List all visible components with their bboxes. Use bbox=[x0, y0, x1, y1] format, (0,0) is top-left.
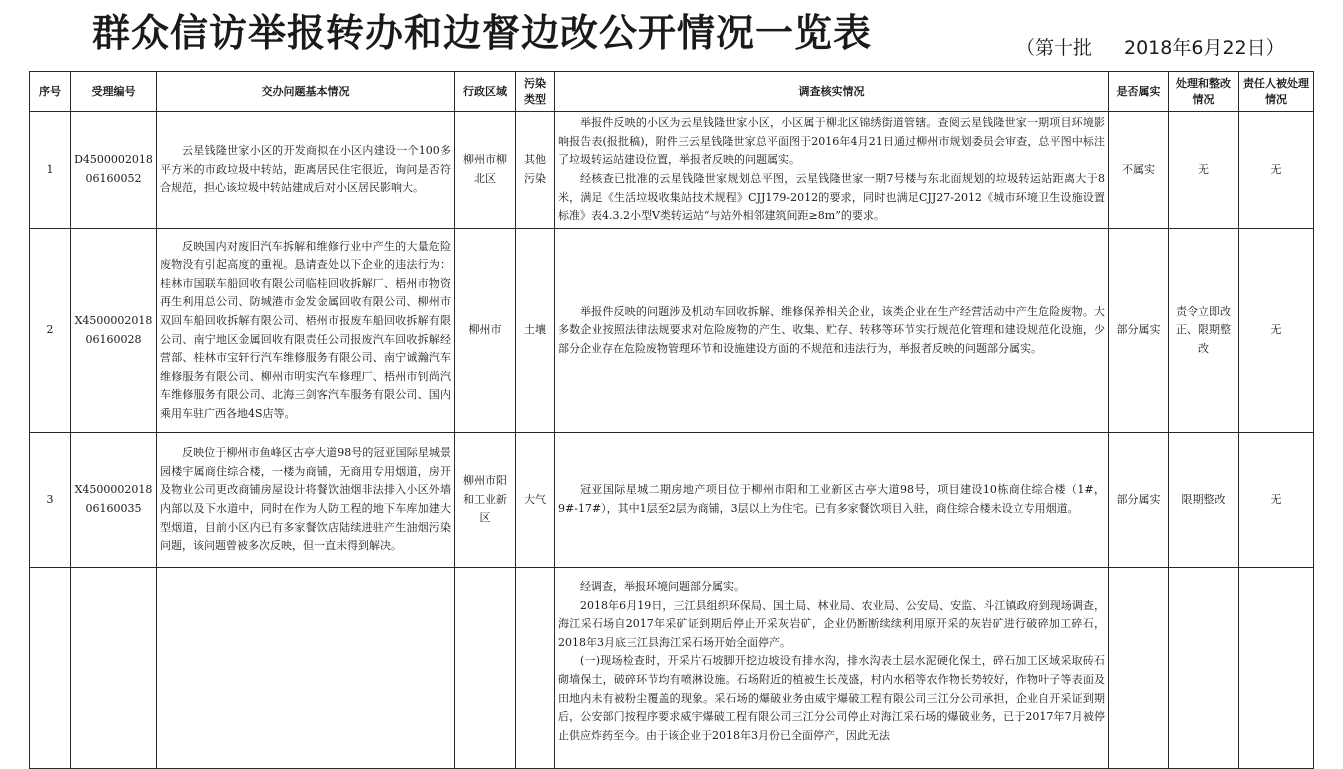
investigation-paragraph: 经调查，举报环境问题部分属实。 bbox=[580, 580, 745, 593]
cell-issue bbox=[157, 112, 455, 229]
col-header-issue: 交办问题基本情况 bbox=[157, 72, 455, 112]
cell-region: 柳州市 bbox=[455, 229, 516, 433]
cell-id: D450000201806160052 bbox=[71, 112, 157, 229]
cell-handling: 责令立即改正、限期整改 bbox=[1169, 229, 1239, 433]
date-label: 2018年6月22日） bbox=[1124, 37, 1285, 59]
cell-penalty bbox=[1239, 568, 1314, 769]
col-header-type: 污染类型 bbox=[516, 72, 555, 112]
cell-penalty: 无 bbox=[1239, 433, 1314, 568]
cell-region: 柳州市柳北区 bbox=[455, 112, 516, 229]
cell-issue bbox=[157, 229, 455, 433]
cell-investigation bbox=[555, 568, 1109, 769]
investigation-paragraph: 举报件反映的问题涉及机动车回收拆解、维修保养相关企业，该类企业在生产经营活动中产生危险废物。大多数企业按照法律法规要求对危险废物的产生、收集、贮存、转移等环节实行规范化管理和建设规范化设施，少部分企业存在危险废物管理环节和设施建设方面的不规范和违法行为，举报者反映的问题部分属实。 bbox=[558, 304, 1105, 355]
table-row bbox=[30, 229, 1314, 433]
cell-issue bbox=[157, 568, 455, 769]
cell-type bbox=[516, 568, 555, 769]
col-header-region: 行政区域 bbox=[455, 72, 516, 112]
cell-issue bbox=[157, 433, 455, 568]
table-header-row bbox=[30, 72, 1314, 112]
issue-text: 反映位于柳州市鱼峰区古亭大道98号的冠亚国际星城景园楼宇属商住综合楼，一楼为商铺，无商用专用烟道，房开及物业公司更改商铺房屋设计将餐饮油烟非法排入小区外墙内部以及下水道中，同时在作为人防工程的地下车库加建大型烟道，目前小区内已有多家餐饮店陆续进驻产生油烟污染问题，该问题曾被多次反映，但一直未得到解决。 bbox=[160, 446, 451, 553]
investigation-paragraph: (一)现场检查时，开采片石坡脚开挖边坡设有排水沟，排水沟表土层水泥硬化保土，碎石加工区域采取砖石砌墙保土，破碎环节均有喷淋设施。石场附近的植被生长茂盛，村内水稻等农作物长势较好，作物叶子等表面及田地内未有被粉尘覆盖的现象。采石场的爆破业务由威宇爆破工程有限公司三江分公司承担，企业自开采证到期后，公安部门按程序要求威宇爆破工程有限公司三江分公司停止对海江采石场的爆破业务，已于2017年7月被停止供应炸药至今。由于该企业于2018年3月份已全面停产，因此无法 bbox=[558, 654, 1105, 742]
cell-no: 1 bbox=[30, 112, 71, 229]
cell-no bbox=[30, 568, 71, 769]
batch-label: （第十批 bbox=[1016, 37, 1093, 59]
issue-text: 云星钱隆世家小区的开发商拟在小区内建设一个100多平方米的市政垃圾中转站，距离居民住宅很近，询问是否符合规范，担心该垃圾中转站建成后对小区居民影响大。 bbox=[160, 144, 451, 195]
cell-region: 柳州市阳和工业新区 bbox=[455, 433, 516, 568]
cell-no: 3 bbox=[30, 433, 71, 568]
investigation-clip bbox=[558, 578, 1105, 758]
cell-type: 大气 bbox=[516, 433, 555, 568]
investigation-paragraph: 冠亚国际星城二期房地产项目位于柳州市阳和工业新区古亭大道98号，项目建设10栋商住综合楼（1#，9#-17#），其中1层至2层为商铺，3层以上为住宅。已有多家餐饮项目入驻，商住综合楼未设立专用烟道。 bbox=[558, 483, 1105, 515]
cell-penalty: 无 bbox=[1239, 112, 1314, 229]
col-header-investigation: 调查核实情况 bbox=[555, 72, 1109, 112]
cell-handling bbox=[1169, 568, 1239, 769]
cell-handling: 无 bbox=[1169, 112, 1239, 229]
col-header-penalty: 责任人被处理情况 bbox=[1239, 72, 1314, 112]
col-header-true: 是否属实 bbox=[1109, 72, 1169, 112]
col-header-id: 受理编号 bbox=[71, 72, 157, 112]
page-header bbox=[0, 0, 1343, 68]
cell-investigation bbox=[555, 433, 1109, 568]
cell-handling: 限期整改 bbox=[1169, 433, 1239, 568]
cell-id: X450000201806160028 bbox=[71, 229, 157, 433]
cell-true bbox=[1109, 568, 1169, 769]
cell-investigation bbox=[555, 229, 1109, 433]
table-row bbox=[30, 433, 1314, 568]
cell-no: 2 bbox=[30, 229, 71, 433]
col-header-handling: 处理和整改情况 bbox=[1169, 72, 1239, 112]
col-header-no: 序号 bbox=[30, 72, 71, 112]
investigation-paragraph: 2018年6月19日，三江县组织环保局、国土局、林业局、农业局、公安局、安监、斗江镇政府到现场调查，海江采石场自2017年采矿证到期后停止开采灰岩矿，企业仍断断续续利用原开采的灰岩矿进行破碎加工碎石，2018年3月底三江县海江采石场开始全面停产。 bbox=[558, 598, 1105, 649]
cell-true: 不属实 bbox=[1109, 112, 1169, 229]
investigation-paragraph: 经核查已批准的云星钱隆世家规划总平图，云星钱隆世家一期7号楼与东北面规划的垃圾转运站距离大于8米，满足《生活垃圾收集站技术规程》CJJ179-2012的要求，同时也满足CJJ27-2012《城市环境卫生设施设置标准》表4.3.2小型V类转运站“与站外相邻建筑间距≥8m”的要求。 bbox=[558, 172, 1105, 223]
cell-region bbox=[455, 568, 516, 769]
table-row bbox=[30, 112, 1314, 229]
cell-id bbox=[71, 568, 157, 769]
investigation-paragraph: 举报件反映的小区为云星钱隆世家小区，小区属于柳北区锦绣街道管辖。查阅云星钱隆世家一期项目环境影响报告表(报批稿)，附件三云星钱隆世家总平面图于2016年4月21日通过柳州市规划委员会审查，总平图中标注了垃圾转运站建设位置，举报者反映的问题属实。 bbox=[558, 116, 1105, 167]
cell-true: 部分属实 bbox=[1109, 229, 1169, 433]
cell-investigation bbox=[555, 112, 1109, 229]
cell-type: 其他污染 bbox=[516, 112, 555, 229]
table-row bbox=[30, 568, 1314, 769]
page-title: 群众信访举报转办和边督边改公开情况一览表 bbox=[92, 10, 873, 55]
cell-true: 部分属实 bbox=[1109, 433, 1169, 568]
cell-type: 土壤 bbox=[516, 229, 555, 433]
issue-text: 反映国内对废旧汽车拆解和维修行业中产生的大量危险废物没有引起高度的重视。恳请查处以下企业的违法行为：桂林市国联车船回收有限公司临桂回收拆解厂、梧州市物资再生利用总公司、防城港市金发金属回收有限公司、柳州市双回车船回收拆解有限公司、梧州市报废车船回收拆解有限公司、南宁地区金属回收有限责任公司报废汽车回收拆解经营部、桂林市宝轩行汽车维修服务有限公司、南宁诚瀚汽车维修服务有限公司、柳州市明实汽车修理厂、梧州市钊尚汽车维修服务有限公司、北海三剑客汽车服务有限公司、国内乘用车驻广西各地4S店等。 bbox=[160, 239, 451, 420]
cell-id: X450000201806160035 bbox=[71, 433, 157, 568]
complaints-table bbox=[29, 71, 1314, 769]
cell-penalty: 无 bbox=[1239, 229, 1314, 433]
